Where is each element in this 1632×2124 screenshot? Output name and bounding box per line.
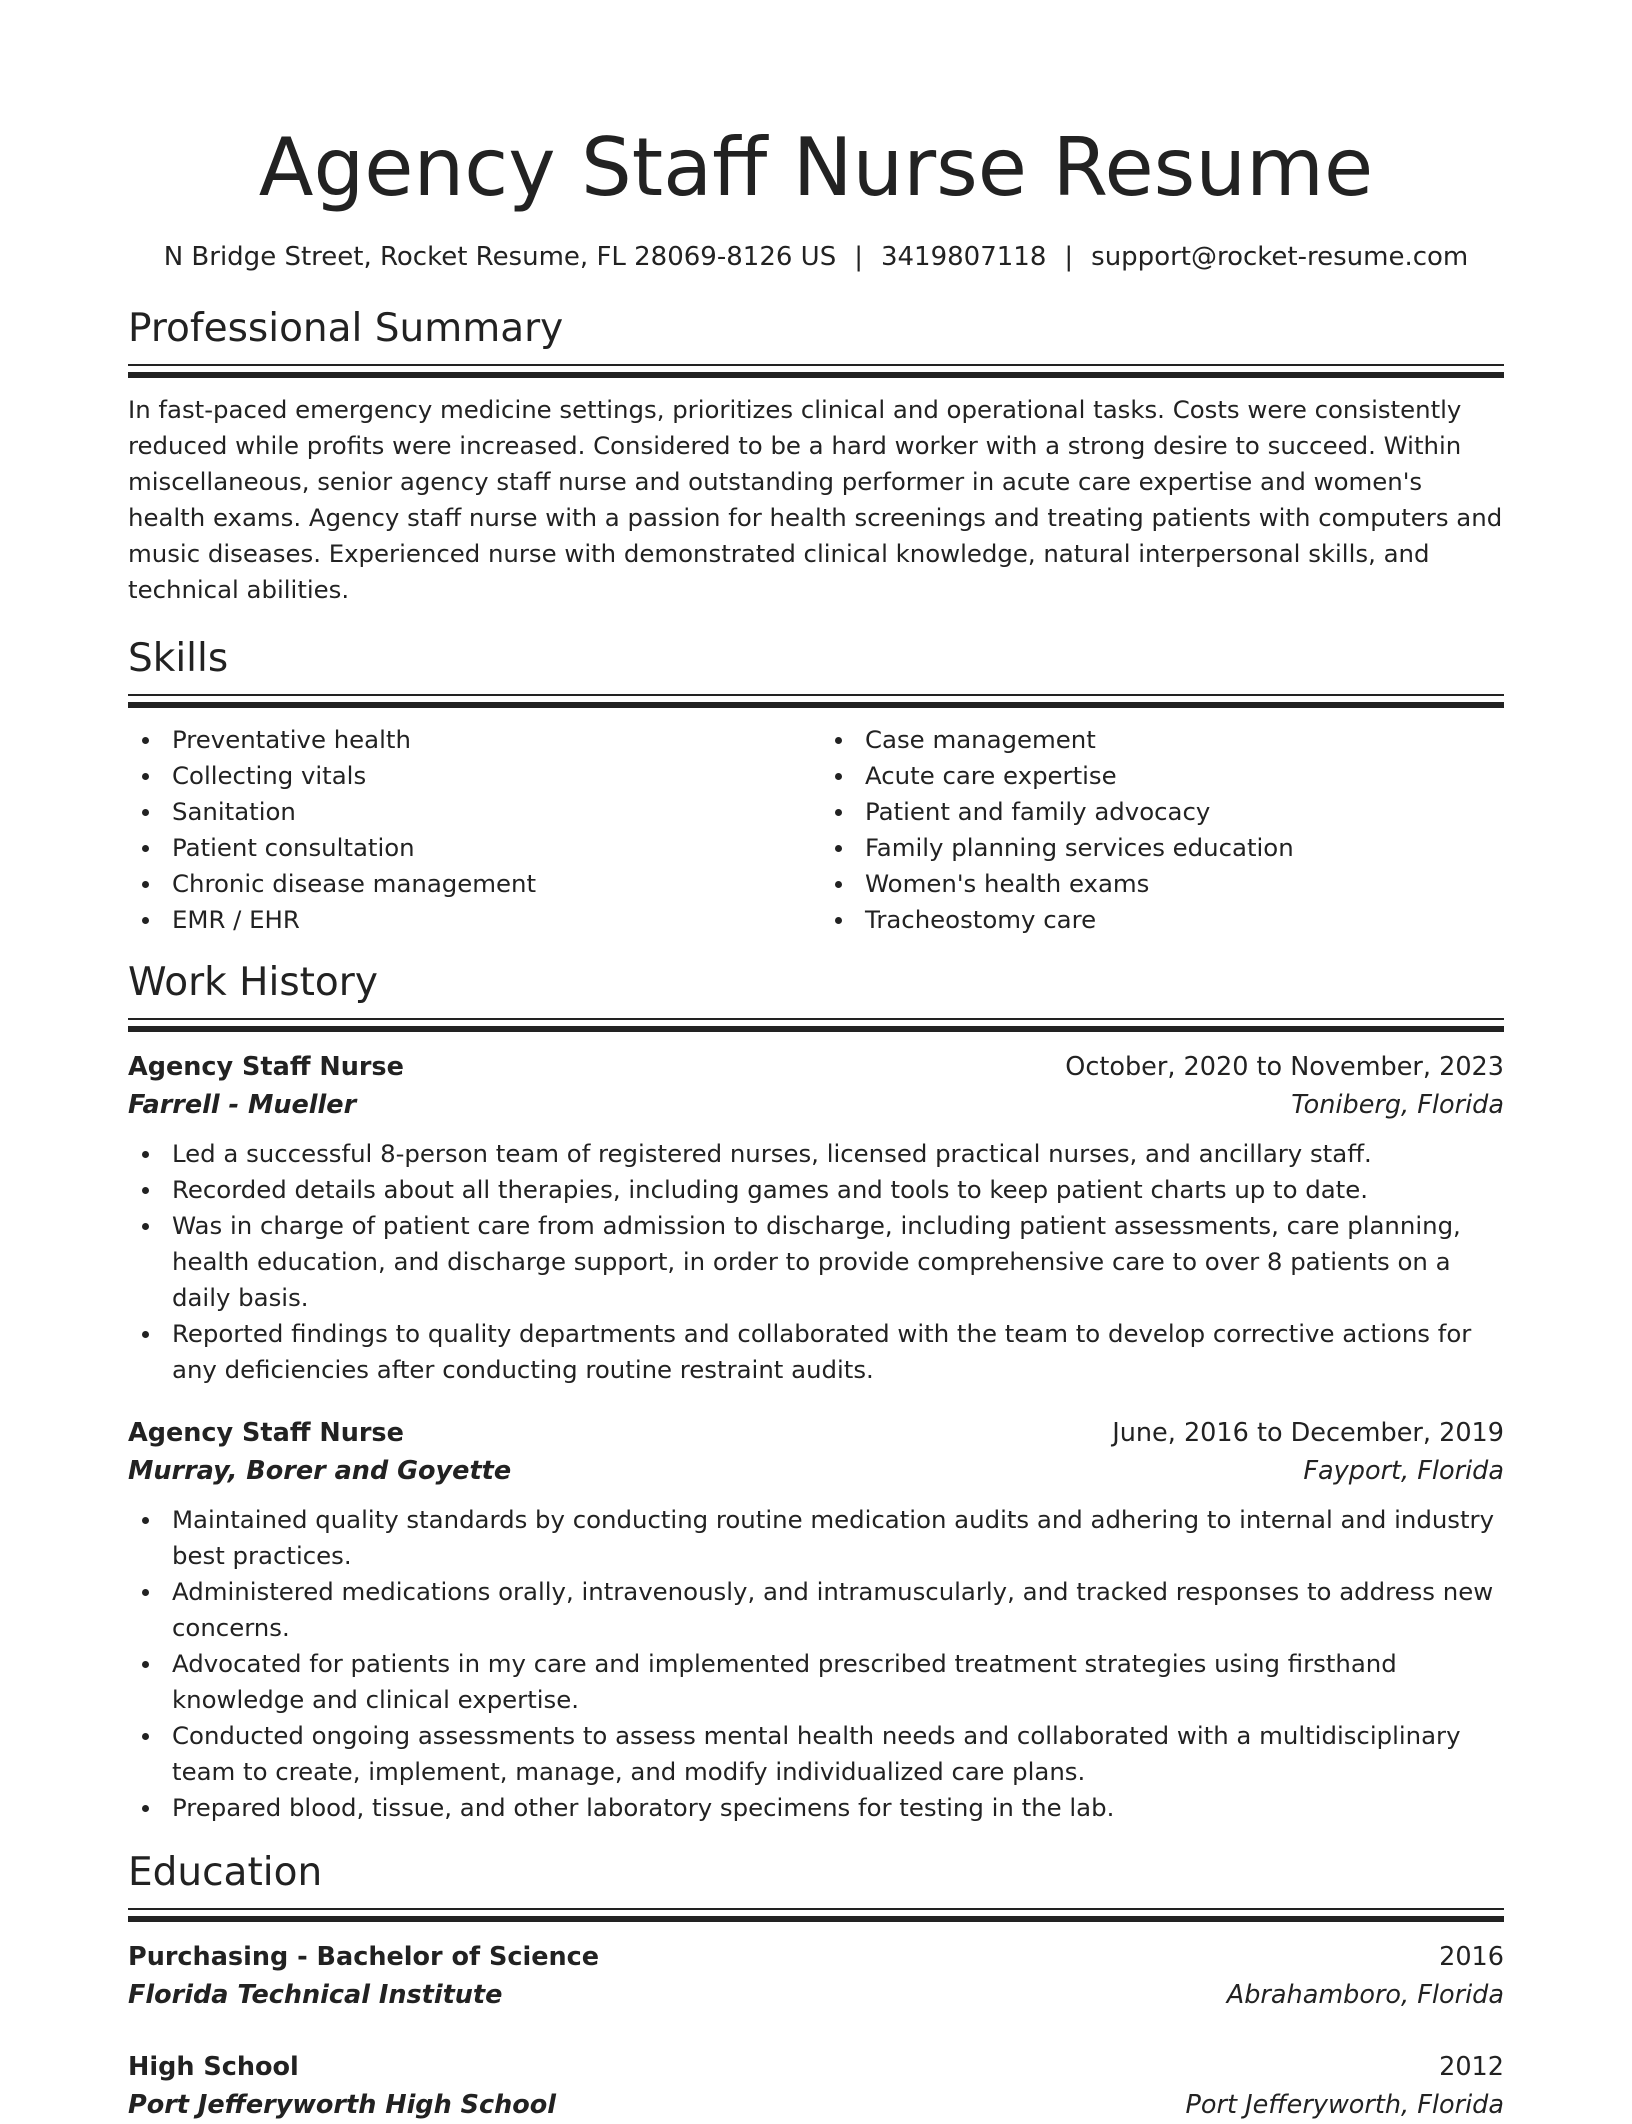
job-bullet: Conducted ongoing assessments to assess mental health needs and collaborated with a multidisciplinary team to create, implement, manage, and modify individualized care plans.	[128, 1718, 1504, 1790]
contact-address: N Bridge Street, Rocket Resume, FL 28069-8126 US	[163, 242, 837, 272]
skill-item: Family planning services education	[821, 830, 1504, 866]
skill-item: Acute care expertise	[821, 758, 1504, 794]
skills-section	[128, 634, 1504, 938]
section-divider	[128, 1908, 1504, 1922]
job-dates: October, 2020 to November, 2023	[1065, 1052, 1504, 1082]
skill-item: Chronic disease management	[128, 866, 811, 902]
skill-item: Preventative health	[128, 722, 811, 758]
job-bullet: Was in charge of patient care from admission to discharge, including patient assessments, care planning, health education, and discharge support, in order to provide comprehensive care to over 8 patients on a daily basis.	[128, 1208, 1504, 1316]
education-location: Abrahamboro, Florida	[1226, 1980, 1504, 2010]
job-bullet: Administered medications orally, intravenously, and intramuscularly, and tracked responses to address new concerns.	[128, 1574, 1504, 1646]
contact-phone: 3419807118	[880, 242, 1047, 272]
section-title-education: Education	[128, 1850, 323, 1895]
education-section	[128, 1848, 1504, 2124]
skills-column-left	[128, 722, 811, 938]
skill-item: Case management	[821, 722, 1504, 758]
job-entry	[128, 1048, 1504, 1388]
education-school: Port Jefferyworth High School	[128, 2090, 557, 2120]
section-divider	[128, 364, 1504, 378]
skills-list	[128, 722, 1504, 938]
resume-page	[128, 0, 1504, 2124]
job-company: Murray, Borer and Goyette	[128, 1456, 512, 1486]
job-bullet: Led a successful 8-person team of registered nurses, licensed practical nurses, and ancillary staff.	[128, 1136, 1504, 1172]
education-year: 2016	[1439, 1942, 1504, 1972]
section-divider	[128, 1018, 1504, 1032]
work-history-section	[128, 958, 1504, 1826]
job-title: Agency Staff Nurse	[128, 1052, 404, 1082]
education-degree: High School	[128, 2052, 299, 2082]
job-bullet: Reported findings to quality departments and collaborated with the team to develop corrective actions for any deficiencies after conducting routine restraint audits.	[128, 1316, 1504, 1388]
education-degree: Purchasing - Bachelor of Science	[128, 1942, 600, 1972]
job-dates: June, 2016 to December, 2019	[1112, 1418, 1504, 1448]
contact-separator: |	[1064, 242, 1074, 272]
contact-email: support@rocket-resume.com	[1091, 242, 1469, 272]
section-title-work-history: Work History	[128, 960, 378, 1005]
skills-column-right	[811, 722, 1504, 938]
section-divider	[128, 694, 1504, 708]
skill-item: Sanitation	[128, 794, 811, 830]
section-title-skills: Skills	[128, 636, 229, 681]
job-location: Toniberg, Florida	[1291, 1090, 1504, 1120]
summary-section	[128, 304, 1504, 608]
job-bullets	[128, 1502, 1504, 1826]
contact-separator: |	[854, 242, 863, 272]
job-location: Fayport, Florida	[1303, 1456, 1504, 1486]
section-title-summary: Professional Summary	[128, 306, 564, 351]
job-bullet: Advocated for patients in my care and implemented prescribed treatment strategies using firsthand knowledge and clinical expertise.	[128, 1646, 1504, 1718]
education-entry	[128, 2048, 1504, 2124]
job-bullets	[128, 1136, 1504, 1388]
education-year: 2012	[1439, 2052, 1504, 2082]
skill-item: EMR / EHR	[128, 902, 811, 938]
skill-item: Women's health exams	[821, 866, 1504, 902]
job-bullet: Recorded details about all therapies, including games and tools to keep patient charts up to date.	[128, 1172, 1504, 1208]
job-entry	[128, 1414, 1504, 1826]
skill-item: Collecting vitals	[128, 758, 811, 794]
job-company: Farrell - Mueller	[128, 1090, 357, 1120]
contact-line	[128, 240, 1504, 274]
education-entry	[128, 1938, 1504, 2014]
summary-text: In fast-paced emergency medicine settings, prioritizes clinical and operational tasks. Costs were consistently reduced while profits were increased. Considered to be a hard worker with a strong desire to succeed. Within miscellaneous, senior agency staff nurse and outstanding performer in acute care expertise and women's health exams. Agency staff nurse with a passion for health screenings and treating patients with computers and music diseases. Experienced nurse with demonstrated clinical knowledge, natural interpersonal skills, and technical abilities.	[128, 395, 1503, 604]
job-bullet: Prepared blood, tissue, and other laboratory specimens for testing in the lab.	[128, 1790, 1504, 1826]
skill-item: Patient and family advocacy	[821, 794, 1504, 830]
resume-title: Agency Staff Nurse Resume	[258, 121, 1374, 214]
skill-item: Tracheostomy care	[821, 902, 1504, 938]
job-title: Agency Staff Nurse	[128, 1418, 404, 1448]
education-school: Florida Technical Institute	[128, 1980, 503, 2010]
education-location: Port Jefferyworth, Florida	[1185, 2090, 1504, 2120]
skill-item: Patient consultation	[128, 830, 811, 866]
job-bullet: Maintained quality standards by conducting routine medication audits and adhering to internal and industry best practices.	[128, 1502, 1504, 1574]
